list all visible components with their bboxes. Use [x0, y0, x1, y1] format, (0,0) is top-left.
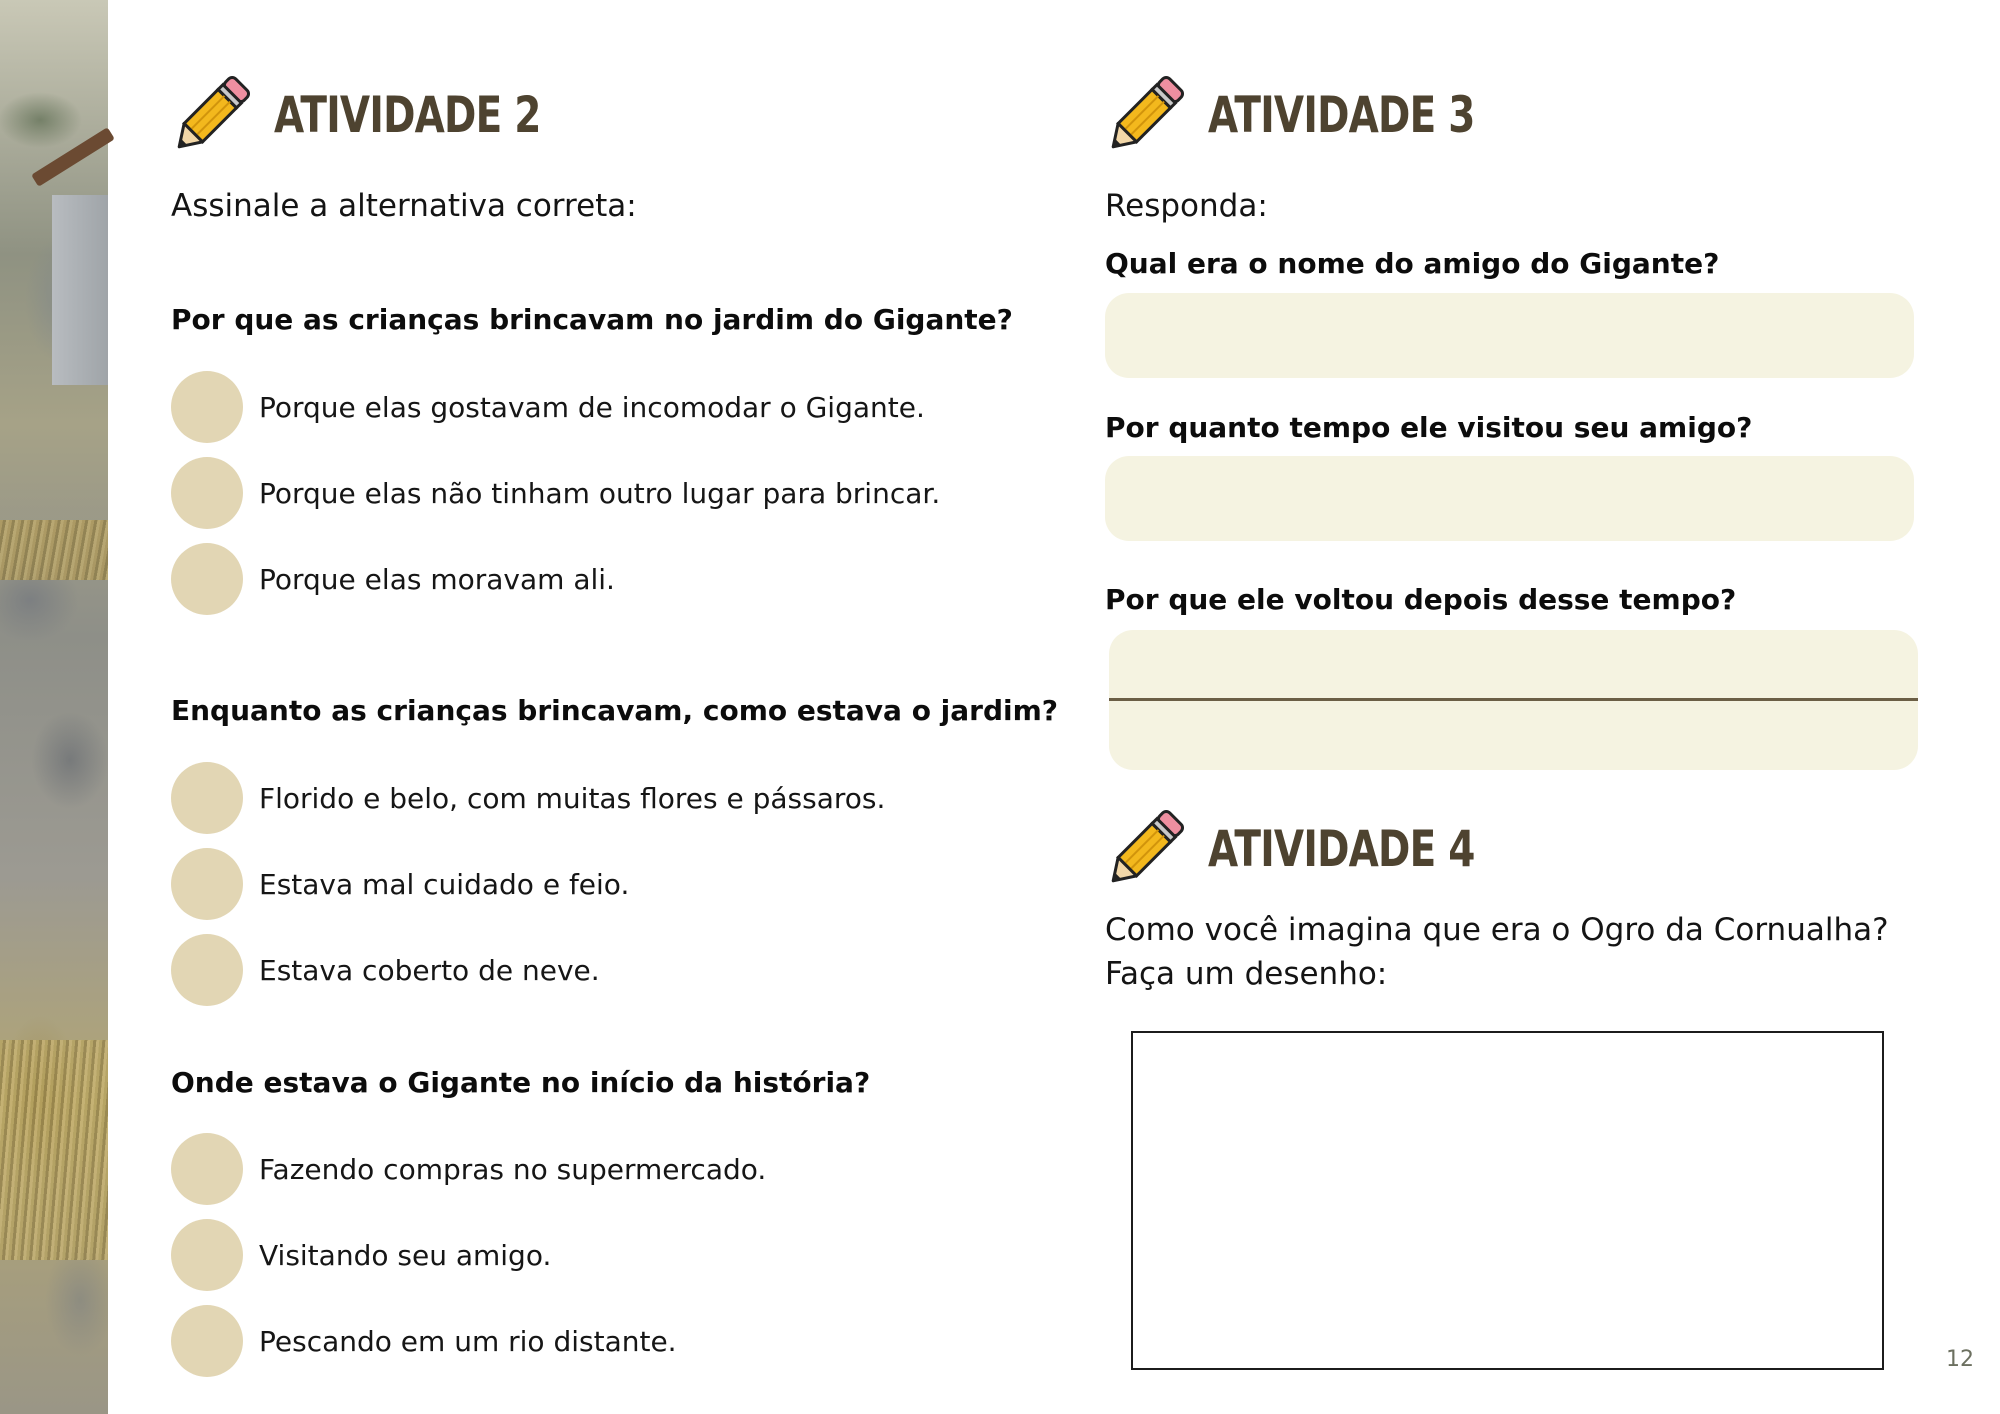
option-label: Estava coberto de neve. [259, 953, 600, 987]
option-2c[interactable] [171, 934, 600, 1006]
grass-detail-lower [0, 1040, 108, 1260]
option-label: Porque elas gostavam de incomodar o Gigante. [259, 390, 925, 424]
option-label: Fazendo compras no supermercado. [259, 1152, 767, 1186]
answer-writing-line [1109, 698, 1918, 701]
radio-button[interactable] [171, 1305, 243, 1377]
option-3b[interactable] [171, 1219, 551, 1291]
option-label: Porque elas moravam ali. [259, 562, 615, 596]
radio-button[interactable] [171, 934, 243, 1006]
activity-2-header [168, 70, 616, 160]
radio-button[interactable] [171, 1219, 243, 1291]
option-1a[interactable] [171, 371, 925, 443]
option-label: Porque elas não tinham outro lugar para brincar. [259, 476, 941, 510]
option-label: Florido e belo, com muitas flores e pássaros. [259, 781, 886, 815]
page-number: 12 [1946, 1347, 1974, 1372]
activity-2-title: ATIVIDADE 2 [274, 86, 541, 144]
grass-detail [0, 520, 108, 580]
activity-3-question-1: Qual era o nome do amigo do Gigante? [1105, 247, 1720, 280]
activity-3-title: ATIVIDADE 3 [1208, 86, 1475, 144]
pencil-icon [1102, 70, 1188, 160]
roof-detail [31, 127, 115, 187]
radio-button[interactable] [171, 371, 243, 443]
wall-detail [52, 195, 108, 385]
answer-field-2[interactable] [1105, 456, 1914, 541]
activity-3-question-2: Por quanto tempo ele visitou seu amigo? [1105, 411, 1753, 444]
option-3c[interactable] [171, 1305, 677, 1377]
activity-3-question-3: Por que ele voltou depois desse tempo? [1105, 583, 1737, 616]
activity-2-instruction: Assinale a alternativa correta: [171, 188, 637, 224]
question-2: Enquanto as crianças brincavam, como estava o jardim? [171, 694, 1059, 727]
option-1b[interactable] [171, 457, 940, 529]
option-label: Estava mal cuidado e feio. [259, 867, 630, 901]
drawing-area[interactable] [1131, 1031, 1884, 1370]
option-3a[interactable] [171, 1133, 766, 1205]
question-1: Por que as crianças brincavam no jardim do Gigante? [171, 303, 1013, 336]
answer-field-3[interactable] [1109, 630, 1918, 770]
option-2b[interactable] [171, 848, 629, 920]
side-illustration [0, 0, 108, 1414]
radio-button[interactable] [171, 762, 243, 834]
activity-4-title: ATIVIDADE 4 [1208, 820, 1475, 878]
activity-4-prompt: Como você imagina que era o Ogro da Cornualha? Faça um desenho: [1105, 912, 1889, 992]
option-label: Visitando seu amigo. [259, 1238, 552, 1272]
radio-button[interactable] [171, 543, 243, 615]
question-3: Onde estava o Gigante no início da história? [171, 1066, 871, 1099]
activity-4-header [1102, 804, 1550, 894]
option-1c[interactable] [171, 543, 615, 615]
pencil-icon [1102, 804, 1188, 894]
activity-3-instruction: Responda: [1105, 188, 1268, 224]
option-label: Pescando em um rio distante. [259, 1324, 677, 1358]
option-2a[interactable] [171, 762, 885, 834]
pencil-icon [168, 70, 254, 160]
radio-button[interactable] [171, 848, 243, 920]
radio-button[interactable] [171, 457, 243, 529]
answer-field-1[interactable] [1105, 293, 1914, 378]
activity-3-header [1102, 70, 1550, 160]
radio-button[interactable] [171, 1133, 243, 1205]
